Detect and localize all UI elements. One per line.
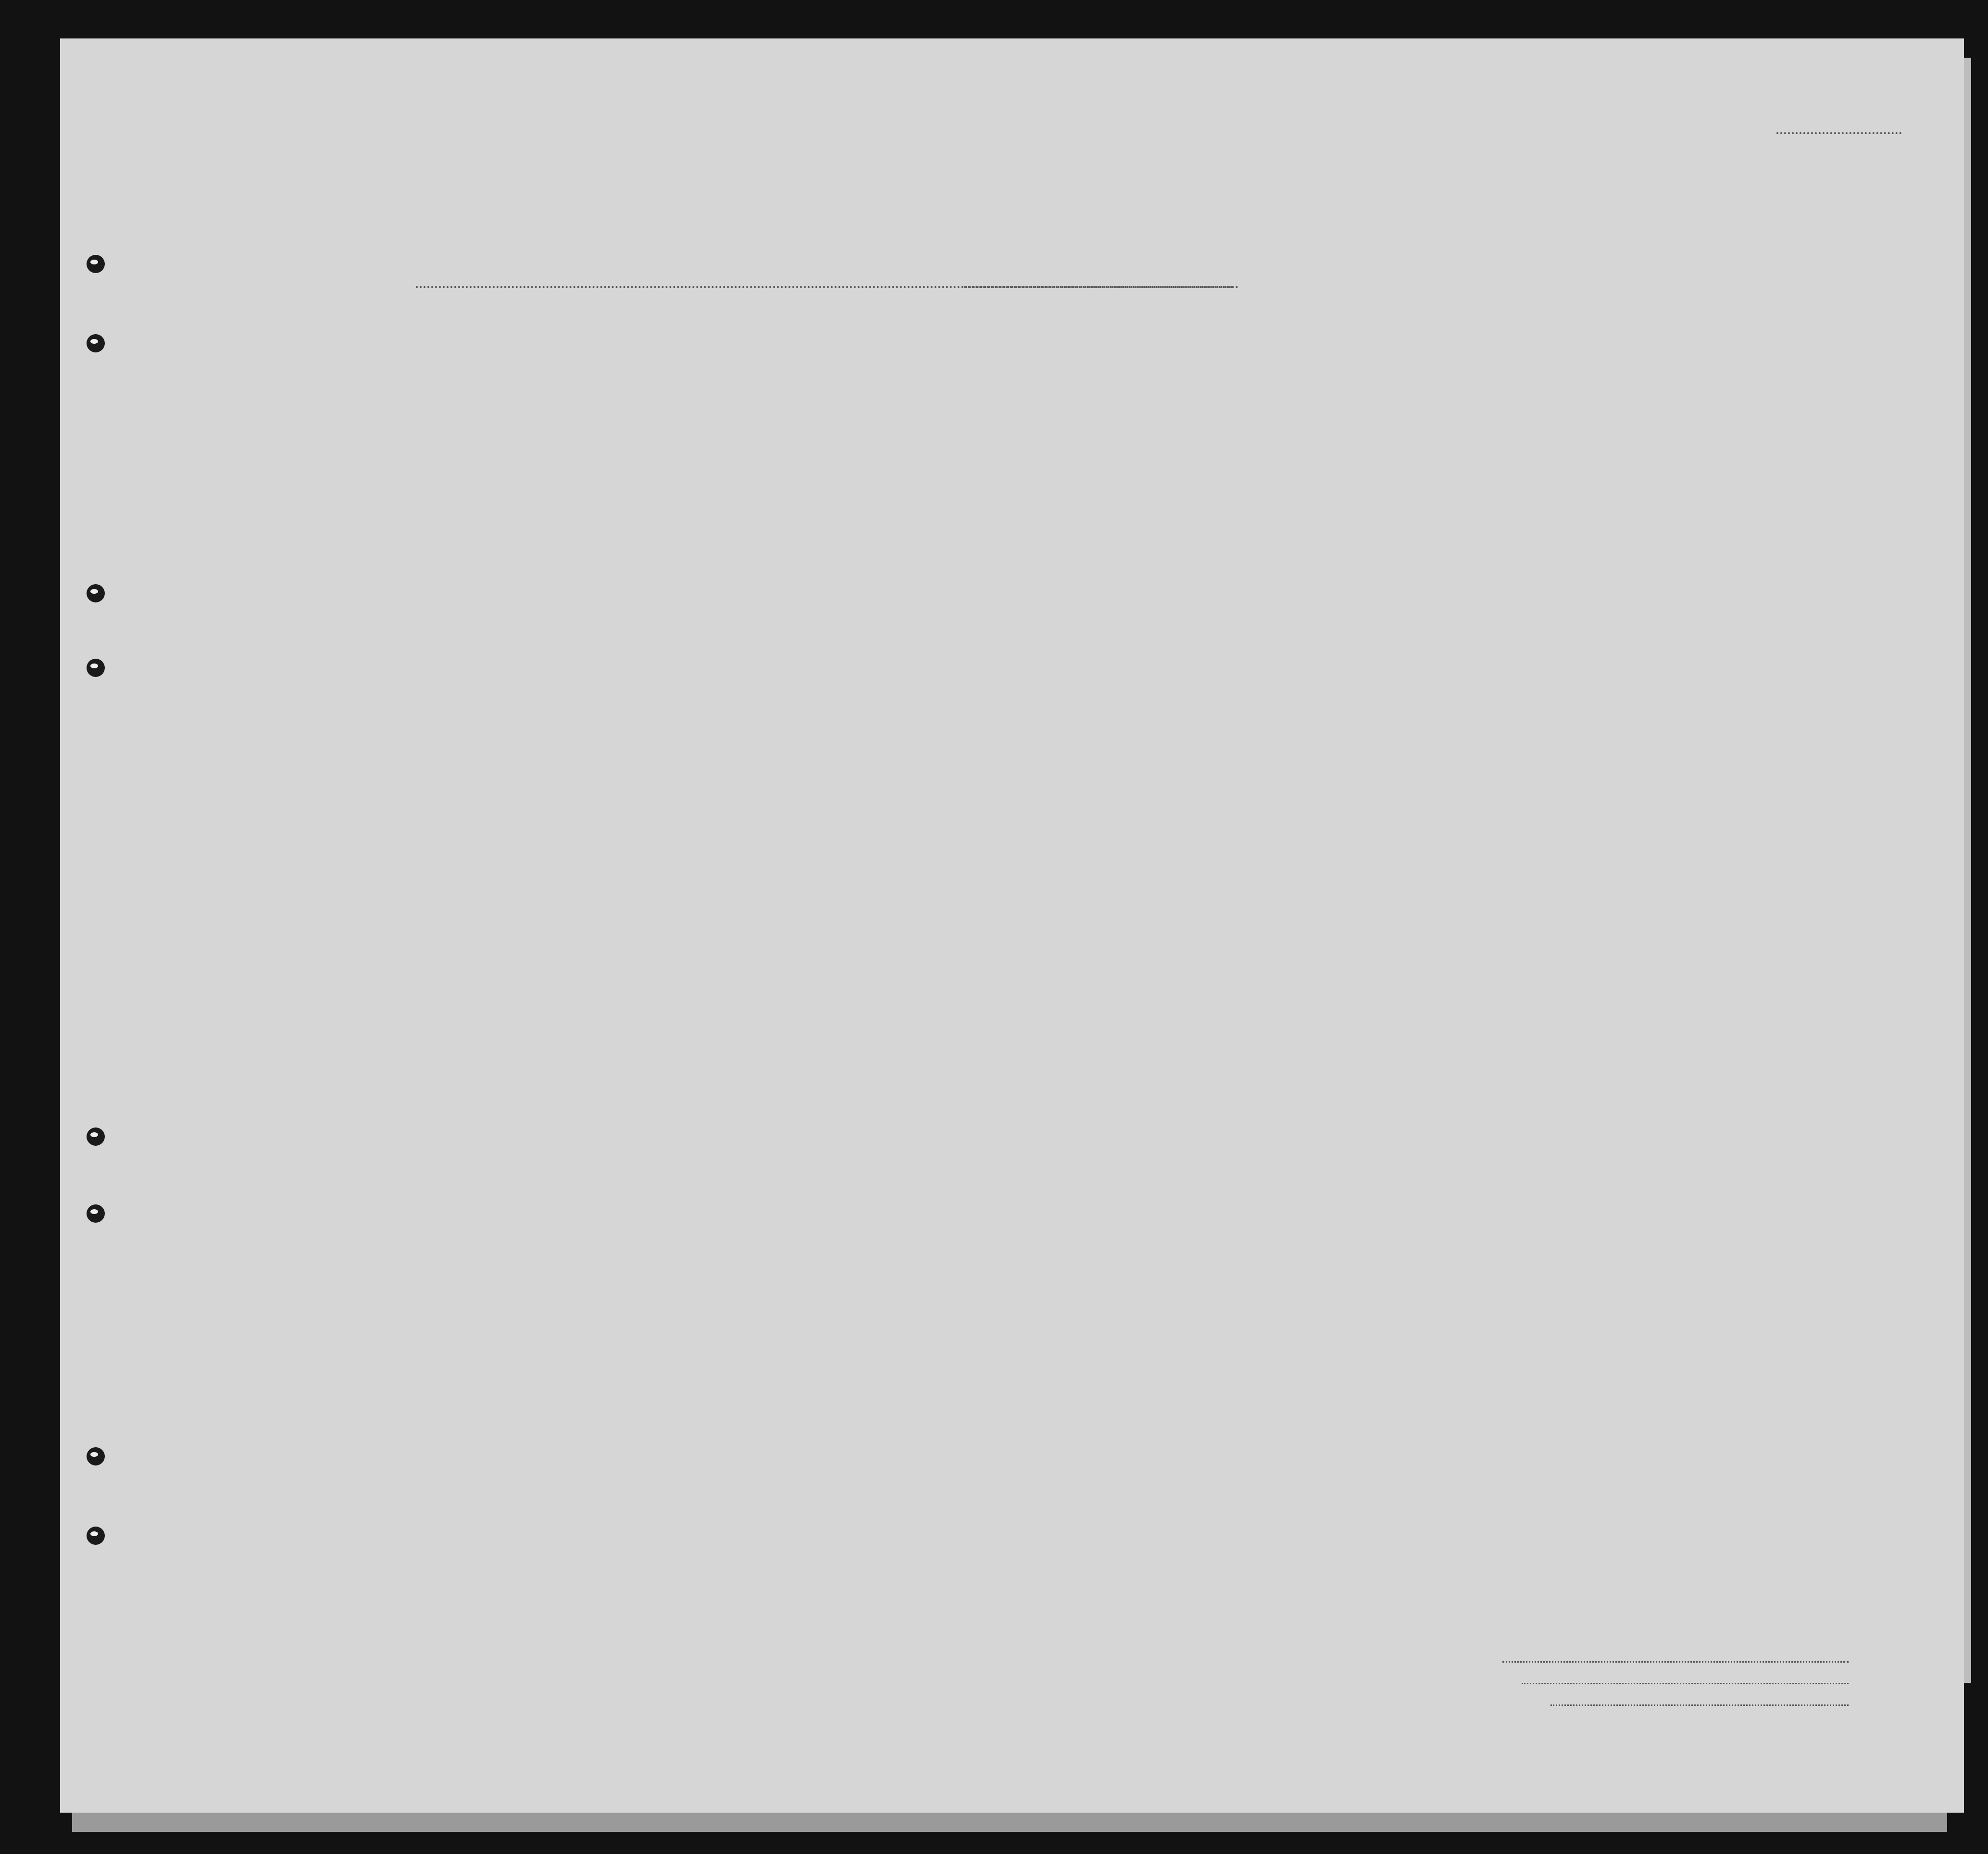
line-sig-line bbox=[1502, 1661, 1849, 1663]
table-grid bbox=[60, 38, 1964, 1813]
binder-hole bbox=[87, 659, 105, 677]
binder-hole bbox=[87, 1447, 105, 1466]
owners-sig-line bbox=[1522, 1683, 1849, 1684]
binder-hole bbox=[87, 334, 105, 352]
binder-hole bbox=[87, 584, 105, 602]
list-line bbox=[1776, 132, 1901, 134]
agents-sig-line bbox=[1550, 1704, 1849, 1706]
manifest-sheet bbox=[60, 38, 1964, 1813]
binder-hole bbox=[87, 1204, 105, 1223]
binder-hole bbox=[87, 1527, 105, 1545]
binder-hole bbox=[87, 1127, 105, 1146]
binder-hole bbox=[87, 255, 105, 273]
month-line bbox=[964, 286, 1238, 288]
